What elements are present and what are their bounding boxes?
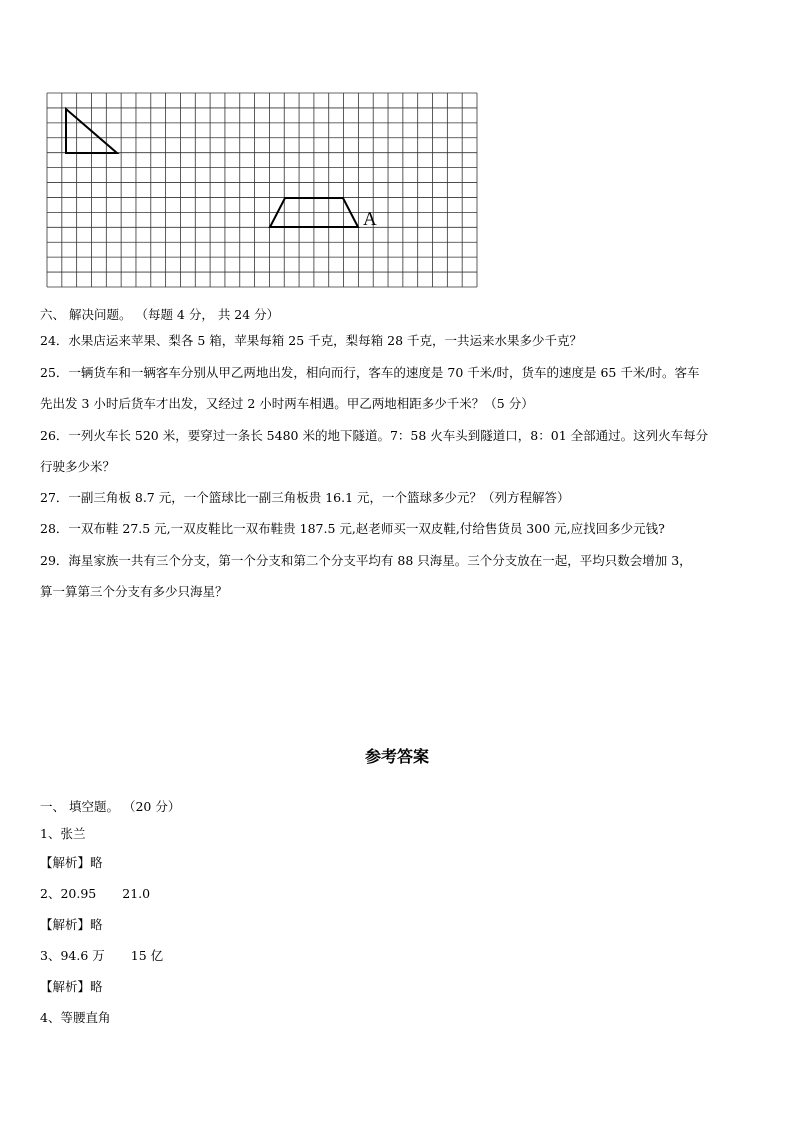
answers-section1-title: 一、 填空题。 （20 分）	[40, 799, 181, 814]
question-29-line1: 29．海星家族一共有三个分支，第一个分支和第二个分支平均有 88 只海星。三个分支放在一起，平均只数会增加 3，	[40, 553, 692, 568]
answer-3-analysis: 【解析】略	[40, 979, 103, 994]
question-29-line2: 算一算第三个分支有多少只海星？	[40, 584, 228, 599]
answer-2-value1: 2、20.95	[40, 886, 97, 901]
graph-paper-figure	[46, 92, 478, 288]
grid-svg	[46, 92, 478, 288]
point-a-label: A	[363, 209, 377, 230]
question-27: 27．一副三角板 8.7 元，一个篮球比一副三角板贵 16.1 元，一个篮球多少元？（列方程解答）	[40, 490, 570, 505]
answer-2-value2: 21.0	[122, 886, 151, 901]
grid-lines	[47, 93, 477, 287]
answer-3-value1: 3、94.6 万	[40, 948, 105, 963]
answer-key-title: 参考答案	[364, 747, 429, 766]
question-26-line2: 行驶多少米？	[40, 459, 116, 474]
answer-3	[40, 948, 163, 964]
answer-1-analysis: 【解析】略	[40, 855, 103, 870]
question-24: 24．水果店运来苹果、梨各 5 箱，苹果每箱 25 千克，梨每箱 28 千克，一共运来水果多少千克？	[40, 333, 583, 348]
answer-2	[40, 886, 150, 902]
answer-4: 4、等腰直角	[40, 1010, 111, 1025]
question-25-line1: 25．一辆货车和一辆客车分别从甲乙两地出发，相向而行，客车的速度是 70 千米/时，货车的速度是 65 千米/时。客车	[40, 365, 700, 380]
question-28: 28．一双布鞋 27.5 元,一双皮鞋比一双布鞋贵 187.5 元,赵老师买一双皮鞋,付给售货员 300 元,应找回多少元钱?	[40, 521, 665, 536]
answer-2-analysis: 【解析】略	[40, 917, 103, 932]
answer-1: 1、张兰	[40, 826, 86, 841]
section6-title: 六、 解决问题。 （每题 4 分， 共 24 分）	[40, 307, 280, 322]
question-26-line1: 26．一列火车长 520 米，要穿过一条长 5480 米的地下隧道。7：58 火车头到隧道口，8：01 全部通过。这列火车每分	[40, 428, 709, 443]
question-25-line2: 先出发 3 小时后货车才出发，又经过 2 小时两车相遇。甲乙两地相距多少千米？（5 分）	[40, 396, 534, 411]
answer-3-value2: 15 亿	[130, 948, 164, 963]
